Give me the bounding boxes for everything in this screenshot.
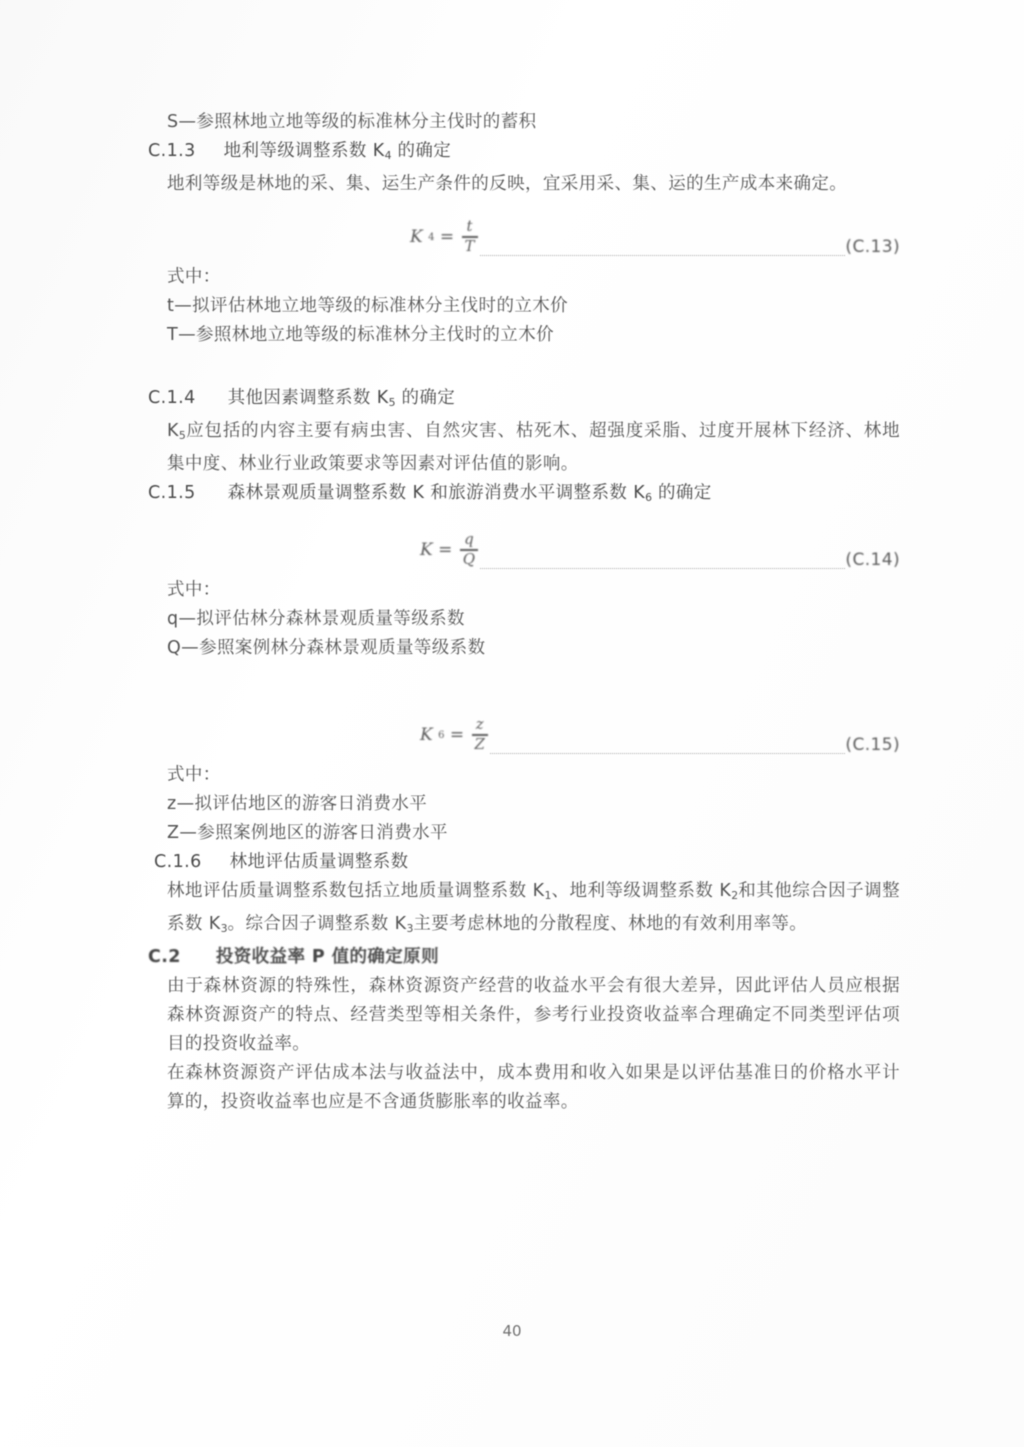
page-content — [148, 108, 900, 1117]
section-title-c13-post: 的确定 — [391, 141, 452, 161]
section-title-c15-part2: 的确定 — [652, 483, 712, 504]
where-label-c13: 式中： — [167, 267, 221, 288]
paragraph-c16-sub4: 3 — [406, 922, 414, 936]
symbol-definition-S: S—参照林地立地等级的标准林分主伐时的蓄积 — [167, 112, 537, 132]
section-heading-c2 — [148, 943, 900, 972]
paragraph-c16-seg3: 和其他综合因子调整系数 K — [167, 881, 900, 935]
paragraph-c16-sub1: 1 — [544, 889, 552, 903]
symbol-definition-T: T—参照林地立地等级的标准林分主伐时的立木价 — [167, 325, 554, 346]
formula-c13-lhs: K — [410, 226, 424, 247]
paragraph-c16-sub3: 3 — [220, 922, 228, 936]
paragraph-c2-second: 在森林资源资产评估成本法与收益法中，成本费用和收入如果是以评估基准日的价格水平计算的，投资收益率也应是不含通货膨胀率的收益率。 — [167, 1063, 900, 1113]
formula-k-lhs: K — [420, 539, 434, 560]
formula-c13-denominator: T — [464, 237, 475, 256]
section-heading-c13 — [148, 137, 900, 170]
formula-k6 — [420, 717, 490, 753]
equation-number-c15: (C.15) — [845, 735, 900, 756]
section-title-c14-sub: 5 — [388, 396, 396, 410]
section-number-c14: C.1.4 — [148, 388, 196, 409]
paragraph-c16-sub2: 2 — [731, 889, 739, 903]
formula-c13-fraction — [462, 219, 478, 255]
paragraph-c2-first: 由于森林资源的特殊性，森林资源资产经营的收益水平会有很大差异，因此评估人员应根据森林资源资产的特点、经营类型等相关条件，参考行业投资收益率合理确定不同类型评估项目的投资收益率。 — [167, 976, 900, 1055]
section-title-c14-post: 的确定 — [395, 388, 456, 409]
equation-number-c14: (C.14) — [845, 550, 900, 571]
paragraph-c13: 地利等级是林地的采、集、运生产条件的反映，宜采用采、集、运的生产成本来确定。 — [167, 174, 848, 195]
section-number-c15: C.1.5 — [148, 483, 196, 504]
where-label-c15: 式中： — [167, 765, 221, 786]
section-heading-c15 — [148, 479, 900, 512]
paragraph-c16-seg2: 、地利等级调整系数 K — [551, 881, 732, 902]
formula-k6-lhs: K — [420, 724, 434, 745]
leader-dots-c13 — [480, 254, 845, 256]
page-number: 40 — [502, 1322, 522, 1340]
section-title-c15-sub: 6 — [645, 491, 653, 505]
paragraph-c14-pre: K — [167, 421, 179, 442]
paragraph-c14 — [148, 417, 900, 479]
paragraph-c16 — [148, 877, 900, 943]
formula-k6-numerator: z — [475, 715, 485, 734]
section-title-c13-pre: 地利等级调整系数 K — [223, 141, 385, 161]
formula-k6-operator: = — [449, 724, 465, 745]
section-title-c2: 投资收益率 P 值的确定原则 — [215, 947, 439, 968]
formula-k6-denominator: Z — [474, 735, 486, 754]
leader-dots-c15 — [490, 752, 845, 754]
formula-k6-lhs-sub: 6 — [438, 729, 445, 741]
section-number-c16: C.1.6 — [154, 852, 202, 873]
section-title-c16: 林地评估质量调整系数 — [229, 852, 409, 873]
section-heading-c16 — [148, 848, 900, 877]
paragraph-c16-seg4: 。综合因子调整系数 K — [227, 914, 407, 935]
formula-k6-fraction — [472, 717, 489, 753]
formula-k-numerator: q — [464, 530, 475, 549]
formula-k-operator: = — [438, 539, 453, 560]
symbol-definition-q: q—拟评估林分森林景观质量等级系数 — [167, 609, 465, 630]
formula-c13-operator: = — [439, 226, 455, 247]
section-title-c13-sub: 4 — [384, 149, 392, 163]
leader-dots-c14 — [480, 567, 845, 569]
section-heading-c14 — [148, 384, 900, 417]
formula-k-denominator: Q — [462, 550, 476, 569]
formula-c14-row — [148, 524, 900, 576]
paragraph-c16-seg5: 主要考虑林地的分散程度、林地的有效利用率等。 — [413, 914, 808, 935]
symbol-definition-Z-upper: Z—参照案例地区的游客日消费水平 — [167, 823, 448, 844]
paragraph-c14-post: 应包括的内容主要有病虫害、自然灾害、枯死木、超强度采脂、过度开展林下经济、林地集中度、林业行业政策要求等因素对评估值的影响。 — [167, 421, 900, 475]
formula-c13-lhs-sub: 4 — [428, 231, 435, 243]
symbol-definition-Q: Q—参照案例林分森林景观质量等级系数 — [167, 638, 486, 659]
section-number-c13: C.1.3 — [148, 141, 196, 161]
symbol-definition-t: t—拟评估林地立地等级的标准林分主伐时的立木价 — [167, 296, 569, 317]
section-number-c2: C.2 — [148, 947, 181, 968]
paragraph-c14-sub: 5 — [178, 429, 186, 443]
formula-c13 — [410, 219, 480, 255]
section-title-c15-part1: 森林景观质量调整系数 K 和旅游消费水平调整系数 K — [227, 483, 646, 504]
section-title-c14-pre: 其他因素调整系数 K — [227, 388, 389, 409]
where-label-c14: 式中： — [167, 580, 221, 601]
equation-number-c13: (C.13) — [845, 237, 900, 258]
formula-c15-row — [148, 709, 900, 761]
symbol-definition-z: z—拟评估地区的游客日消费水平 — [167, 794, 428, 815]
formula-k-fraction — [460, 532, 479, 568]
formula-k — [420, 532, 480, 568]
formula-c13-numerator: t — [466, 217, 473, 236]
formula-c13-row — [148, 211, 900, 263]
paragraph-c16-seg1: 林地评估质量调整系数包括立地质量调整系数 K — [167, 881, 545, 902]
